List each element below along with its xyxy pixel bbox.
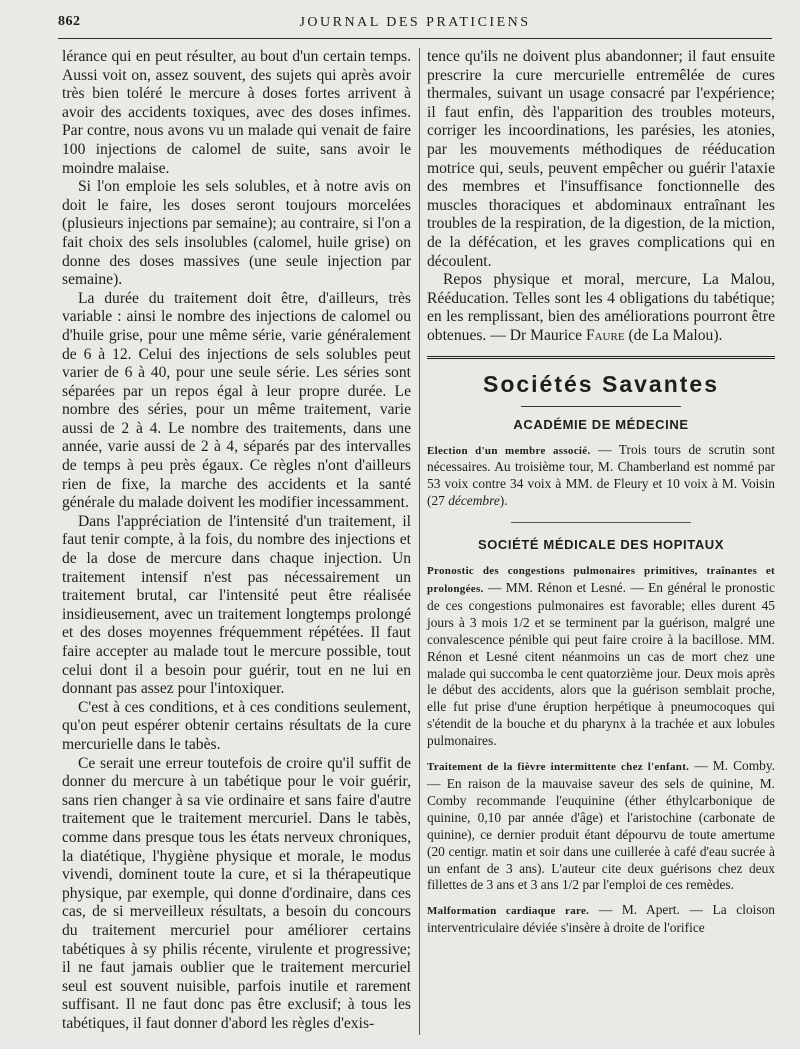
summary-text: Repos physique et moral, mercure, La Malou, Rééducation. Telles sont les 4 obligations du tabétique; en les remplissant, bien des améliorations pourront être obtenues. — Dr Maurice [427, 271, 775, 344]
right-column [427, 48, 775, 945]
entry-text: — En général le pronostic de ces congestions pulmonaires est favorable; elles durent 45 jours à 3 mois 1/2 et se terminent par la guérison, malgré une convalescence pénible qui peut faire croire à la bacillose. MM. Rénon et Lesné citent néanmoins un cas de mort chez une malade qui succomba le cent quatorzième jour. Deux mois après le début des accidents, alors que la guérison semblait proche, elle fut prise d'une éruption herpétique à pneumocoques qui s'étendit de la bouche et du pharynx à la trachée et aux lobules pulmonaires. [427, 580, 775, 749]
title-rule [521, 406, 681, 407]
paragraph: tence qu'ils ne doivent plus abandonner; il faut ensuite prescrire la cure mercurielle entremêlée de cures thermales, suivant un usage consacré par l'expérience; il faut enfin, dès l'apparition des troubles moteurs, corriger les incoordinations, les parésies, les atonies, par les mouvements méthodiques de rééducation motrice qui, seuls, peuvent empêcher ou guérir l'ataxie des membres et l'insuffisance fonctionnelle des muscles thoraciques et abdominaux entraînant les troubles de la respiration, de la digestion, de la miction, de la défécation, et les graves complications qui en découlent. [427, 48, 775, 270]
entry-authors: — MM. Rénon et Lesné. [487, 580, 626, 596]
entry-text: — La cloison interventriculaire déviée s'insère à droite de l'orifice [427, 902, 775, 936]
societe-entry [427, 758, 775, 894]
societe-entry [427, 562, 775, 750]
article-continuation [427, 48, 775, 346]
page-number: 862 [58, 14, 81, 29]
entry-lead: Malformation cardiaque rare. [427, 905, 590, 918]
paragraph: C'est à ces conditions, et à ces conditions seulement, qu'on peut espérer obtenir certains résultats de la cure mercurielle dans le tabès. [62, 698, 411, 753]
entry-date: décembre [448, 493, 500, 509]
paragraph: Dans l'appréciation de l'intensité d'un traitement, il faut tenir compte, à la fois, du nombre des injections et de la dose de mercure dans chaque injection. Un traitement intensif n'est pas nécessairement un traitement brutal, car l'intensité peut être réalisée insidieusement, avec un traitement longtemps prolongé et des doses moyennes fréquemment répétées. Il faut faire accepter au malade tout le mercure possible, tout celui dont il a besoin pour guérir, tout en ne lui en donnant pas assez pour l'intoxiquer. [62, 512, 411, 698]
author-suffix: (de La Malou). [628, 326, 723, 344]
entry-text: — En raison de la mauvaise saveur des sels de quinine, M. Comby recommande l'euquinine (éther éthylcarbonique de quinine, 0,10 par année d'âge) et l'aristochine (carbonate de quinine), ce dernier produit étant dépourvu de toute amertume (20 centigr. matin et soir dans une cuillerée à café d'eau sucrée à un enfant de 3 ans). L'auteur cite deux guérisons chez deux fillettes de 3 ans et 3 ans 1/2 par l'emploi de ces remèdes. [427, 776, 775, 893]
header-rule [58, 38, 772, 39]
entry-date-end: ). [499, 493, 508, 509]
entry-lead: Pronostic des congestions pulmonaires primitives, traînantes et prolongées. [427, 565, 775, 596]
author-surname: Faure [585, 326, 625, 344]
paragraph: La durée du traitement doit être, d'ailleurs, très variable : ainsi le nombre des injections de calomel ou d'huile grise, pour une même série, varie généralement de 6 à 12. Celui des injections de sels solubles peut varier de 6 à 40, pour une seule série. Les séries sont séparées par un repos égal à leur propre durée. Le nombre des séries, pour un même traitement, varie aussi de 2 à 4. Le nombre des traitements, dans une année, varie aussi de 2 à 4, séparés par des intervalles de temps à peu près égaux. Ce règles n'ont d'ailleurs rien de fixe, la marche des accidents et la santé générale du malade doivent les modifier incessamment. [62, 289, 411, 512]
societe-heading: SOCIÉTÉ MÉDICALE DES HOPITAUX [477, 537, 725, 553]
entry-lead: Election d'un membre associé. [427, 444, 591, 457]
column-divider [419, 48, 420, 1035]
divider-rule [511, 522, 691, 523]
entry-lead: Traitement de la fièvre intermittente chez l'enfant. [427, 761, 690, 774]
summary-paragraph [427, 271, 775, 345]
paragraph: Si l'on emploie les sels solubles, et à notre avis on doit le faire, les doses seront toujours morcelées (plusieurs injections par semaine); au contraire, si l'on a fait choix des sels insolubles (calomel, huile grise) on donne des doses massives (une seule injection par semaine). [62, 178, 411, 289]
section-rule [427, 356, 775, 359]
section-title: Sociétés Savantes [482, 370, 719, 397]
societe-entry [427, 902, 775, 937]
academie-entry [427, 442, 775, 511]
entry-authors: — M. Apert. [598, 902, 680, 918]
journal-title: JOURNAL DES PRATICIENS [299, 15, 531, 30]
paragraph: lérance qui en peut résulter, au bout d'un certain temps. Aussi voit on, assez souvent, des sujets qui après avoir très bien toléré le mercure à doses fortes arrivent à avoir des accidents toxiques, avec des doses infimes. Par contre, nous avons vu un malade qui venait de faire 100 injections de calomel de suite, sans avoir le moindre malaise. [62, 48, 411, 177]
page-header [58, 14, 772, 36]
left-column [62, 48, 411, 1033]
entry-text: — Trois tours de scrutin sont nécessaires. Au troisième tour, M. Chamberland est nommé par 53 voix contre 34 voix à MM. de Fleury et 10 voix à M. Voisin (27 [427, 441, 775, 509]
paragraph: Ce serait une erreur toutefois de croire qu'il suffit de donner du mercure à un tabétique pour le voir guérir, sans rien changer à sa vie ordinaire et sans faire d'autre traitement que le traitement mercuriel. Dans le tabès, comme dans presque tous les états nerveux chroniques, la diatétique, l'hygiène physique et morale, le modus vivendi, dominent toute la cure, et si la thérapeutique physique, par exemple, qui donne d'ordinaire, dans ces cas, de si merveilleux résultats, a besoin du concours du traitement mercuriel pour améliorer certains tabétiques à sy philis récente, virulente et progressive; il ne faut jamais oublier que le traitement mercuriel seul est souvent nuisible, parfois inutile et rarement suffisant. Il ne faut donc pas être exclusif; à tous les tabétiques, il faut donner d'abord les règles d'exis- [62, 754, 411, 1032]
entry-authors: — M. Comby. [694, 758, 775, 774]
academie-heading: ACADÉMIE DE MÉDECINE [513, 416, 689, 432]
